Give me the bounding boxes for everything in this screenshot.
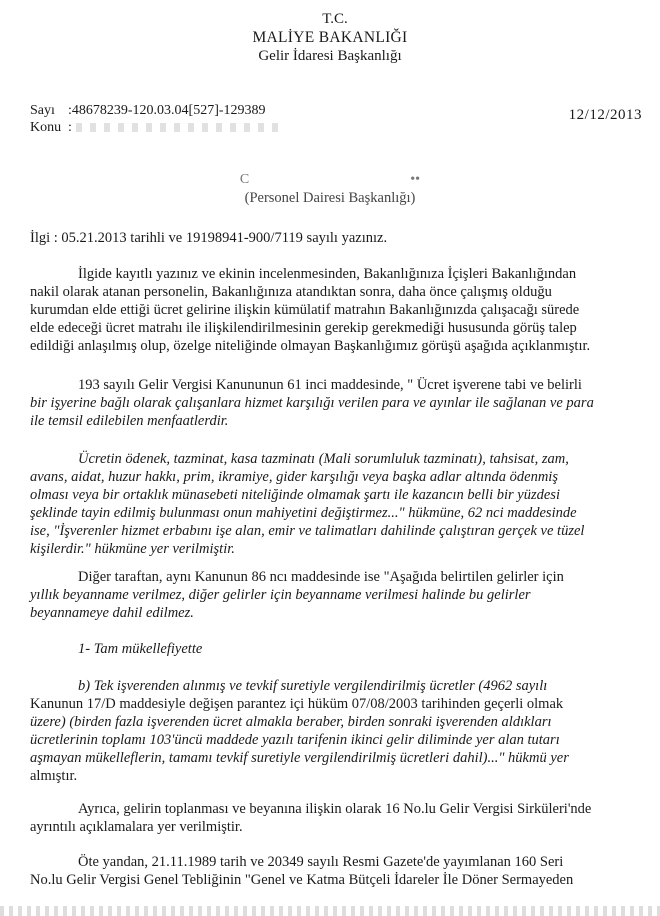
p1-line: nakil olarak atanan personelin, Bakanlığınıza atandıktan sonra, daha önce çalışmış olduğu — [30, 284, 552, 300]
p6-line: aşmayan mükelleflerin, tamamı tevkif suretiyle vergilendirilmiş ücretleri dahil)..." hükmü yer — [30, 750, 569, 766]
sayi-label: Sayı — [30, 103, 55, 118]
sayi-value: :48678239-120.03.04[527]-129389 — [68, 103, 266, 118]
p7-line: ayrıntılı açıklamalara yer verilmiştir. — [30, 819, 243, 835]
p2-line: bir işyerine bağlı olarak çalışanlara hizmet karşılığı verilen para ve ayınlar ile sağlanan ve para — [30, 395, 594, 411]
paragraph-1 — [30, 265, 635, 355]
p6-line: b) Tek işverenden alınmış ve tevkif suretiyle vergilendirilmiş ücretler (4962 sayılı — [78, 678, 548, 694]
p3-line: avans, aidat, huzur hakkı, prim, ikramiye, gider karşılığı veya başka adlar altında ödenmiş — [30, 469, 558, 485]
p8-line: No.lu Gelir Vergisi Genel Tebliğinin "Genel ve Katma Bütçeli İdareler İle Döner Sermayeden — [30, 872, 574, 888]
paragraph-7 — [30, 800, 635, 836]
document-date: 12/12/2013 — [568, 107, 642, 123]
letterhead — [0, 10, 660, 65]
ilgi-reference: İlgi : 05.21.2013 tarihli ve 19198941-900/7119 sayılı yazınız. — [30, 230, 388, 246]
paragraph-6 — [30, 677, 635, 785]
p6-line: almıştır. — [30, 768, 78, 784]
addressee-line-1: C •• — [239, 172, 421, 187]
p1-line: İlgide kayıtlı yazınız ve ekinin incelenmesinden, Bakanlığınıza İçişleri Bakanlığından — [78, 266, 577, 282]
p6-line: Kanunun 17/D maddesiyle değişen parantez içi hüküm 07/08/2003 tarihinden geçerli olmak — [30, 696, 564, 712]
letterhead-department: Gelir İdaresi Başkanlığı — [258, 48, 402, 64]
p3-line: ise, "İşverenler hizmet erbabını işe alan, emir ve talimatları dahilinde çalıştıran gerçek ve tüzel — [30, 523, 585, 539]
p3-line: Ücretin ödenek, tazminat, kasa tazminatı (Mali sorumluluk tazminatı), tahsisat, zam, — [78, 451, 569, 467]
p1-line: edildiği anlaşılmış olup, özelge niteliğinde olmayan Başkanlığımız görüşü aşağıda açıklanmıştır. — [30, 338, 591, 354]
paragraph-8 — [30, 853, 635, 889]
addressee-line-2: (Personel Dairesi Başkanlığı) — [244, 190, 416, 206]
redacted-subject-mark — [76, 123, 286, 132]
letterhead-tc: T.C. — [322, 11, 348, 27]
p3-line: olması veya bir ortaklık münasebeti niteliğinde olmamak şartı ile kazancın belli bir yüzdesi — [30, 487, 560, 503]
letterhead-ministry: MALİYE BAKANLIĞI — [252, 29, 408, 46]
konu-row — [30, 119, 286, 136]
p1-line: elde edeceği ücret matrahı ile ilişkilendirilmesinin gerekip gerekmediği hususunda görüş talep — [30, 320, 577, 336]
paragraph-2 — [30, 376, 635, 430]
p3-line: kişilerdir." hükmüne yer verilmiştir. — [30, 541, 235, 557]
p2-line: ile temsil edilebilen menfaatlerdir. — [30, 413, 229, 429]
paragraph-3 — [30, 450, 635, 558]
paragraph-5-heading: 1- Tam mükellefiyette — [78, 641, 203, 657]
konu-label: Konu — [30, 120, 62, 135]
footer-faded-text — [0, 906, 660, 916]
addressee-block — [0, 172, 660, 207]
p4-line: beyannameye dahil edilmez. — [30, 605, 194, 621]
p2-line: 193 sayılı Gelir Vergisi Kanununun 61 inci maddesinde, " Ücret işverene tabi ve belirli — [78, 377, 582, 393]
p1-line: kurumdan elde ettiği ücret gelirine ilişkin kümülatif matrahın Bakanlığınızda çalışacağı sürede — [30, 302, 580, 318]
sayi-row — [30, 102, 266, 119]
konu-value: : — [68, 120, 72, 135]
p4-line: Diğer taraftan, aynı Kanunun 86 ncı maddesinde ise "Aşağıda belirtilen gelirler için — [78, 569, 564, 585]
p6-line: üzere) (birden fazla işverenden ücret almakla beraber, birden sonraki işverenden aldıkları — [30, 714, 552, 730]
paragraph-4 — [30, 568, 635, 622]
p4-line: yıllık beyanname verilmez, diğer gelirler için beyanname verilmesi halinde bu gelirler — [30, 587, 531, 603]
p7-line: Ayrıca, gelirin toplanması ve beyanına ilişkin olarak 16 No.lu Gelir Vergisi Sirküleri'nde — [78, 801, 592, 817]
p3-line: şeklinde tayin edilmiş bulunması onun mahiyetini değiştirmez..." hükmüne, 62 nci maddesinde — [30, 505, 577, 521]
p6-line: ücretlerinin toplamı 103'üncü maddede yazılı tarifenin ikinci gelir diliminde yer alan tutarı — [30, 732, 560, 748]
p8-line: Öte yandan, 21.11.1989 tarih ve 20349 sayılı Resmi Gazete'de yayımlanan 160 Seri — [78, 854, 564, 870]
